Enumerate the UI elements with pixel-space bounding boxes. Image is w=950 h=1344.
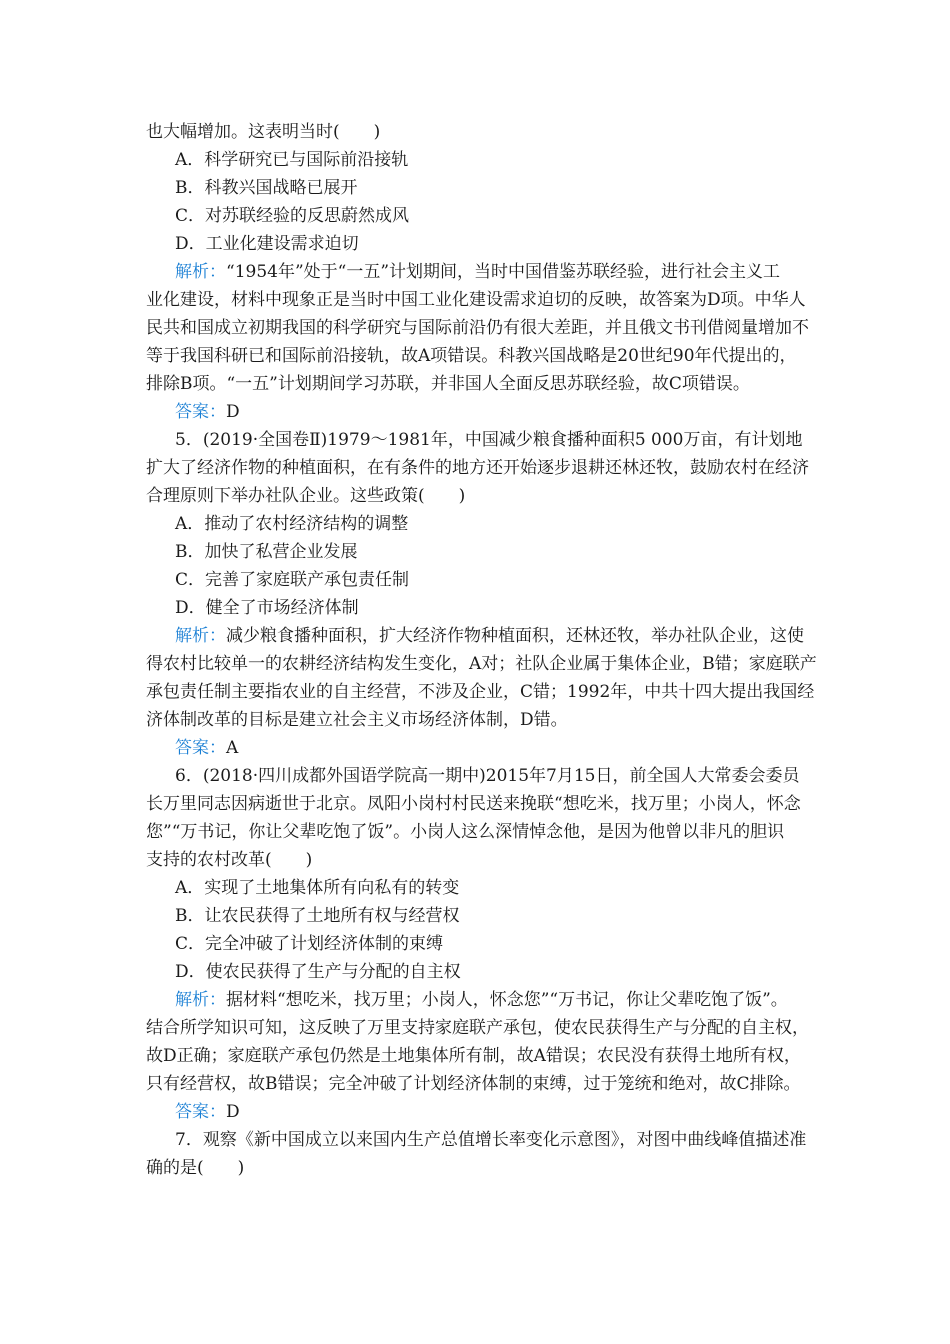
q7-stem-line: 7．观察《新中国成立以来国内生产总值增长率变化示意图》，对图中曲线峰值描述准	[175, 1130, 807, 1150]
q4-analysis-line: 等于我国科研已和国际前沿接轨，故A项错误。科教兴国战略是20世纪90年代提出的，	[146, 346, 797, 366]
analysis-label: 解析：	[175, 626, 226, 646]
q6-answer	[175, 1100, 240, 1124]
analysis-text: “1954年”处于“一五”计划期间，当时中国借鉴苏联经验，进行社会主义工	[226, 262, 781, 282]
q6-stem-line: 支持的农村改革( )	[146, 850, 313, 870]
q5-analysis-line: 承包责任制主要指农业的自主经营，不涉及企业，C错；1992年，中共十四大提出我国经	[146, 682, 815, 702]
q5-option-b: B．加快了私营企业发展	[175, 542, 358, 562]
q5-analysis-line: 济体制改革的目标是建立社会主义市场经济体制，D错。	[146, 710, 568, 730]
answer-value: D	[226, 402, 240, 422]
analysis-label: 解析：	[175, 262, 226, 282]
q5-analysis-first-line	[175, 624, 804, 648]
q5-stem-line: 5．(2019·全国卷Ⅱ)1979～1981年，中国减少粮食播种面积5 000万亩，有计划地	[175, 430, 803, 450]
q4-analysis-first-line	[175, 260, 780, 284]
q6-stem-line: 长万里同志因病逝世于北京。凤阳小岗村村民送来挽联“想吃米，找万里；小岗人，怀念	[146, 794, 801, 814]
q6-option-c: C．完全冲破了计划经济体制的束缚	[175, 934, 444, 954]
answer-value: A	[226, 738, 239, 758]
answer-label: 答案：	[175, 1102, 226, 1122]
q5-option-a: A．推动了农村经济结构的调整	[175, 514, 409, 534]
answer-label: 答案：	[175, 738, 226, 758]
q7-stem-line: 确的是( )	[146, 1158, 245, 1178]
q5-stem-line: 扩大了经济作物的种植面积，在有条件的地方还开始逐步退耕还林还牧，鼓励农村在经济	[146, 458, 809, 478]
q4-analysis-line: 业化建设，材料中现象正是当时中国工业化建设需求迫切的反映，故答案为D项。中华人	[146, 290, 806, 310]
q4-analysis-line: 排除B项。“一五”计划期间学习苏联，并非国人全面反思苏联经验，故C项错误。	[146, 374, 750, 394]
q6-option-d: D．使农民获得了生产与分配的自主权	[175, 962, 461, 982]
analysis-text: 减少粮食播种面积，扩大经济作物种植面积，还林还牧，举办社队企业，这使	[226, 626, 804, 646]
answer-label: 答案：	[175, 402, 226, 422]
q6-analysis-line: 只有经营权，故B错误；完全冲破了计划经济体制的束缚，过于笼统和绝对，故C排除。	[146, 1074, 801, 1094]
q4-stem-line: 也大幅增加。这表明当时( )	[146, 122, 381, 142]
q6-analysis-line: 结合所学知识可知，这反映了万里支持家庭联产承包，使农民获得生产与分配的自主权，	[146, 1018, 809, 1038]
answer-value: D	[226, 1102, 240, 1122]
q4-analysis-line: 民共和国成立初期我国的科学研究与国际前沿仍有很大差距，并且俄文书刊借阅量增加不	[146, 318, 809, 338]
q5-option-c: C．完善了家庭联产承包责任制	[175, 570, 410, 590]
q6-option-b: B．让农民获得了土地所有权与经营权	[175, 906, 460, 926]
q4-option-c: C．对苏联经验的反思蔚然成风	[175, 206, 410, 226]
q6-stem-line: 6．(2018·四川成都外国语学院高一期中)2015年7月15日，前全国人大常委会委员	[175, 766, 800, 786]
q4-option-b: B．科教兴国战略已展开	[175, 178, 358, 198]
q6-option-a: A．实现了土地集体所有向私有的转变	[175, 878, 460, 898]
q4-option-a: A．科学研究已与国际前沿接轨	[175, 150, 409, 170]
q5-analysis-line: 得农村比较单一的农耕经济结构发生变化，A对；社队企业属于集体企业，B错；家庭联产	[146, 654, 817, 674]
q6-analysis-line: 故D正确；家庭联产承包仍然是土地集体所有制，故A错误；农民没有获得土地所有权，	[146, 1046, 801, 1066]
q5-option-d: D．健全了市场经济体制	[175, 598, 359, 618]
q5-stem-line: 合理原则下举办社队企业。这些政策( )	[146, 486, 466, 506]
q4-option-d: D．工业化建设需求迫切	[175, 234, 359, 254]
analysis-text: 据材料“想吃米，找万里；小岗人，怀念您”“万书记，你让父辈吃饱了饭”。	[226, 990, 788, 1010]
analysis-label: 解析：	[175, 990, 226, 1010]
q4-answer	[175, 400, 240, 424]
q5-answer	[175, 736, 238, 760]
q6-stem-line: 您”“万书记，你让父辈吃饱了饭”。小岗人这么深情悼念他，是因为他曾以非凡的胆识	[146, 822, 785, 842]
q6-analysis-first-line	[175, 988, 788, 1012]
